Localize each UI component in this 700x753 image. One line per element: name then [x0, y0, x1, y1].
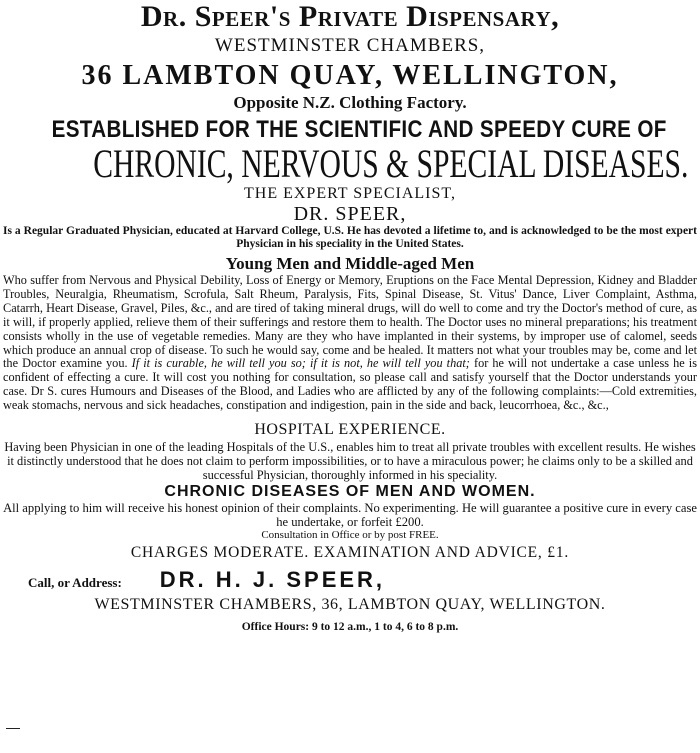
doctor-name-heading: DR. SPEER,	[293, 203, 407, 225]
young-men-text	[3, 274, 697, 413]
office-hours: Office Hours: 9 to 12 a.m., 1 to 4, 6 to 8 p.m.	[241, 621, 459, 634]
young-men-heading: Young Men and Middle-aged Men	[225, 254, 475, 273]
contact-label: Call, or Address:	[28, 575, 122, 591]
diseases-heading: CHRONIC, NERVOUS & SPECIAL DISEASES.	[93, 141, 689, 186]
contact-address: WESTMINSTER CHAMBERS, 36, LAMBTON QUAY, WELLINGTON.	[94, 596, 606, 614]
building-name: WESTMINSTER CHAMBERS,	[214, 35, 486, 56]
street-address: 36 LAMBTON QUAY, WELLINGTON,	[81, 60, 619, 91]
hospital-text: Having been Physician in one of the leading Hospitals of the U.S., enables him to treat all private troubles with excellent results. He wishes it distinctly understood that he does not claim to perform impossibilities, or to have a miraculous power; he claims only to be a skilled and successful Physician, thoroughly informed in his speciality.	[4, 440, 696, 482]
young-men-text-1: Who suffer from Nervous and Physical Debility, Loss of Energy or Memory, Eruptions on the Face Mental Depression, Kidney and Bladder Troubles, Neuralgia, Rheumatism, Scrofula, Salt Rheum, Paralysis, Fits, Spinal Disease, St. Vitus' Dance, Liver Complaint, Asthma, Catarrh, Heart Disease, Gravel, Piles, &c., and are tired of taking mineral drugs, will do well to come and try the Doctor's method of cure, as it will, if properly applied, relieve them of their sufferings and restore them to health. The Doctor uses no mineral preparations; his treatment consists wholly in the use of vegetable remedies. Many are they who have implanted in their systems, by improper use of calomel, seeds which produce an annual crop of disease. To such he would say, come and be healed. It matters not what your troubles may be, come and let the Doctor examine you.	[3, 273, 697, 371]
chronic-text: All applying to him will receive his honest opinion of their complaints. No experimenting. He will guarantee a positive cure in every case he undertake, or forfeit £200.	[3, 501, 697, 530]
young-men-text-2: for he will not undertake a case unless he is confident of effecting a cure. It will cost you nothing for consultation, so please call and satisfy yourself that the Doctor understands your case. Dr S. cures Humours and Diseases of the Blood, and Ladies who are afflicted by any of the following complaints:—Cold extremities, weak stomachs, nervous and sick headaches, constipation and indigestion, pain in the side and back, leucorrhoea, &c., &c.,	[3, 356, 697, 413]
opposite-note: Opposite N.Z. Clothing Factory.	[233, 93, 467, 112]
contact-name: DR. H. J. SPEER,	[159, 567, 386, 593]
expert-label: THE EXPERT SPECIALIST,	[243, 185, 456, 202]
decorative-rule	[6, 728, 20, 729]
charges-line: CHARGES MODERATE. EXAMINATION AND ADVICE, £1.	[130, 544, 570, 562]
doctor-intro: Is a Regular Graduated Physician, educated at Harvard College, U.S. He has devoted a lifetime to, and is acknowledged to be the most expert Physician in his speciality in the United States.	[3, 225, 697, 250]
chronic-heading: CHRONIC DISEASES OF MEN AND WOMEN.	[164, 483, 536, 501]
young-men-text-italic: If it is curable, he will tell you so; if it is not, he will tell you that;	[131, 356, 470, 371]
hospital-heading: HOSPITAL EXPERIENCE.	[254, 421, 446, 439]
advert-title: Dr. Speer's Private Dispensary,	[140, 0, 560, 33]
consultation-note: Consultation in Office or by post FREE.	[261, 529, 439, 542]
established-line: ESTABLISHED FOR THE SCIENTIFIC AND SPEEDY CURE OF	[51, 116, 667, 143]
contact-line	[28, 567, 697, 593]
